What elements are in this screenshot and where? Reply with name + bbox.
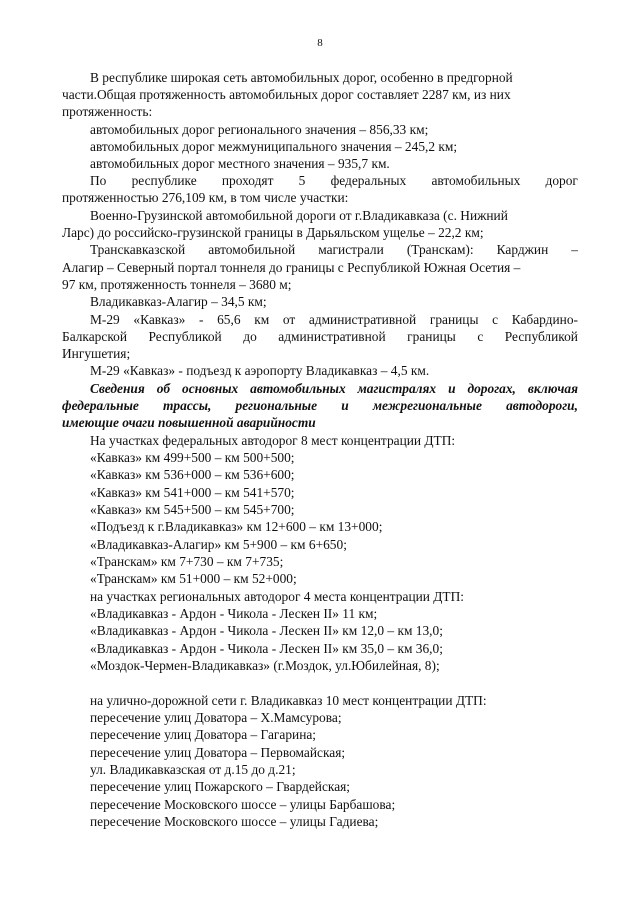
list-item: «Кавказ» км 499+500 – км 500+500; — [90, 450, 295, 465]
list-item: пересечение улиц Пожарского – Гвардейская; — [90, 779, 351, 794]
list-item: пересечение Московского шоссе – улицы Барбашова; — [90, 797, 396, 812]
paragraph-line: М-29 «Кавказ» - подъезд к аэропорту Владикавказ – 4,5 км. — [90, 363, 430, 378]
paragraph-line-justified: М-29 «Кавказ» - 65,6 км от административной границы с Кабардино- — [90, 312, 578, 327]
list-item: пересечение Московского шоссе – улицы Гадиева; — [90, 814, 379, 829]
paragraph-line: протяженностью 276,109 км, в том числе участки: — [62, 190, 349, 205]
paragraph-line: Алагир – Северный портал тоннеля до границы с Республикой Южная Осетия – — [62, 260, 521, 275]
paragraph-line: Владикавказ-Алагир – 34,5 км; — [90, 294, 267, 309]
list-item: «Кавказ» км 545+500 – км 545+700; — [90, 502, 295, 517]
section-heading-line: имеющие очаги повышенной аварийности — [62, 415, 316, 430]
list-intro: на улично-дорожной сети г. Владикавказ 10 мест концентрации ДТП: — [90, 693, 487, 708]
paragraph-line-justified: По республике проходят 5 федеральных автомобильных дорог — [90, 173, 578, 188]
list-item: пересечение улиц Доватора – Гагарина; — [90, 727, 317, 742]
paragraph-line: В республике широкая сеть автомобильных дорог, особенно в предгорной — [90, 70, 513, 85]
list-item: пересечение улиц Доватора – Первомайская; — [90, 745, 346, 760]
list-intro: На участках федеральных автодорог 8 мест концентрации ДТП: — [90, 433, 456, 448]
list-item: «Кавказ» км 536+000 – км 536+600; — [90, 467, 295, 482]
section-heading-line: федеральные трассы, региональные и межрегиональные автодороги, — [62, 398, 578, 413]
paragraph-line: части.Общая протяженность автомобильных дорог составляет 2287 км, из них — [62, 87, 511, 102]
list-item: «Владикавказ-Алагир» км 5+900 – км 6+650; — [90, 537, 347, 552]
list-item: «Транскам» км 7+730 – км 7+735; — [90, 554, 284, 569]
list-item: «Владикавказ - Ардон - Чикола - Лескен II» км 12,0 – км 13,0; — [90, 623, 443, 638]
list-item: «Транскам» км 51+000 – км 52+000; — [90, 571, 297, 586]
list-item: «Подъезд к г.Владикавказ» км 12+600 – км 13+000; — [90, 519, 383, 534]
page-number: 8 — [317, 37, 323, 49]
list-intro: на участках региональных автодорог 4 места концентрации ДТП: — [90, 589, 464, 604]
section-heading-line: Сведения об основных автомобильных магистралях и дорогах, включая — [90, 381, 578, 396]
road-type-item: автомобильных дорог межмуниципального значения – 245,2 км; — [90, 139, 458, 154]
list-item: «Моздок-Чермен-Владикавказ» (г.Моздок, ул.Юбилейная, 8); — [90, 658, 440, 673]
paragraph-line: Ингушетия; — [62, 346, 131, 361]
paragraph-line: протяженность: — [62, 104, 153, 119]
list-item: «Кавказ» км 541+000 – км 541+570; — [90, 485, 295, 500]
paragraph-line: 97 км, протяженность тоннеля – 3680 м; — [62, 277, 292, 292]
paragraph-line: Военно-Грузинской автомобильной дороги от г.Владикавказа (с. Нижний — [90, 208, 508, 223]
road-type-item: автомобильных дорог местного значения – 935,7 км. — [90, 156, 390, 171]
paragraph-line: Ларс) до российско-грузинской границы в Дарьяльском ущелье – 22,2 км; — [62, 225, 484, 240]
paragraph-line-justified: Транскавказской автомобильной магистрали (Транскам): Карджин – — [90, 242, 578, 257]
paragraph-line-justified: Балкарской Республикой до административной границы с Республикой — [62, 329, 578, 344]
list-item: ул. Владикавказская от д.15 до д.21; — [90, 762, 296, 777]
list-item: «Владикавказ - Ардон - Чикола - Лескен II» 11 км; — [90, 606, 378, 621]
list-item: пересечение улиц Доватора – Х.Мамсурова; — [90, 710, 342, 725]
road-type-item: автомобильных дорог регионального значения – 856,33 км; — [90, 122, 429, 137]
list-item: «Владикавказ - Ардон - Чикола - Лескен II» км 35,0 – км 36,0; — [90, 641, 443, 656]
